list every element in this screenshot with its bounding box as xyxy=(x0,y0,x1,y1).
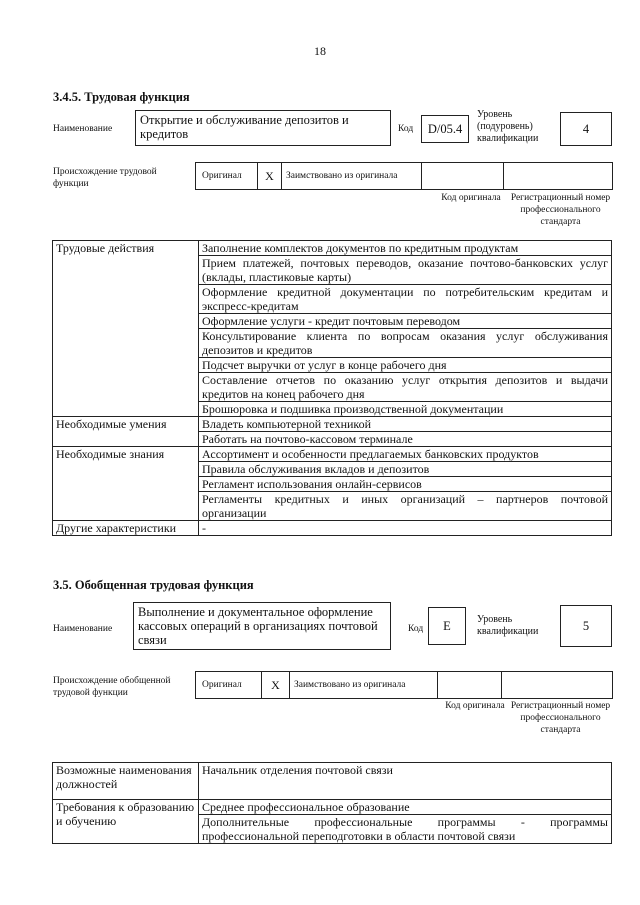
row-item: Составление отчетов по оказанию услуг открытия депозитов и выдачи кредитов на конец рабочего дня xyxy=(199,373,612,402)
generalized-function-table xyxy=(52,762,612,844)
function-name: Выполнение и документальное оформление кассовых операций в организациях почтовой связи xyxy=(133,602,391,650)
table-row xyxy=(53,447,612,462)
reg-number-cell xyxy=(502,672,612,698)
original-label: Оригинал xyxy=(196,672,262,698)
code-value: E xyxy=(428,607,466,645)
name-label: Наименование xyxy=(53,624,113,634)
reg-number-cell xyxy=(504,163,612,189)
origin-label: Происхождение трудовой функции xyxy=(53,167,157,189)
borrowed-label: Заимствовано из оригинала xyxy=(290,672,438,698)
row-item: Брошюровка и подшивка производственной документации xyxy=(199,402,612,417)
row-item: Прием платежей, почтовых переводов, оказание почтово-банковских услуг (вклады, пластиковые карты) xyxy=(199,256,612,285)
row-heading: Другие характеристики xyxy=(53,521,199,536)
row-item: Ассортимент и особенности предлагаемых банковских продуктов xyxy=(199,447,612,462)
row-item: Оформление кредитной документации по потребительским кредитам и экспресс-кредитам xyxy=(199,285,612,314)
row-item: Правила обслуживания вкладов и депозитов xyxy=(199,462,612,477)
table-row xyxy=(53,521,612,536)
row-item: Регламенты кредитных и иных организаций – партнеров почтовой организации xyxy=(199,492,612,521)
row-heading: Необходимые знания xyxy=(53,447,199,521)
level-value: 5 xyxy=(560,605,612,647)
page-number: 18 xyxy=(314,44,326,58)
original-mark: X xyxy=(258,163,282,189)
row-item: Консультирование клиента по вопросам оказания услуг обслуживания депозитов и кредитов xyxy=(199,329,612,358)
section-heading: 3.5. Обобщенная трудовая функция xyxy=(53,578,254,592)
origin-table xyxy=(195,671,613,699)
row-heading: Возможные наименования должностей xyxy=(53,763,199,800)
table-row xyxy=(53,800,612,815)
code-original-cell xyxy=(438,672,502,698)
level-label: Уровень квалификации xyxy=(477,614,539,637)
row-item: Регламент использования онлайн-сервисов xyxy=(199,477,612,492)
borrowed-label: Заимствовано из оригинала xyxy=(282,163,422,189)
row-item: Владеть компьютерной техникой xyxy=(199,417,612,432)
row-heading: Необходимые умения xyxy=(53,417,199,447)
row-item: - xyxy=(199,521,612,536)
name-label: Наименование xyxy=(53,124,113,134)
row-item: Заполнение комплектов документов по кредитным продуктам xyxy=(199,241,612,256)
section-heading: 3.4.5. Трудовая функция xyxy=(53,90,190,104)
code-value: D/05.4 xyxy=(421,115,469,143)
row-item: Начальник отделения почтовой связи xyxy=(199,763,612,800)
table-row xyxy=(53,241,612,256)
row-item: Оформление услуги - кредит почтовым переводом xyxy=(199,314,612,329)
reg-number-caption: Регистрационный номер профессионального стандарта xyxy=(510,193,611,227)
original-mark: X xyxy=(262,672,290,698)
code-original-caption: Код оригинала xyxy=(445,701,505,711)
code-original-caption: Код оригинала xyxy=(441,193,501,203)
row-item: Дополнительные профессиональные программы - программы профессиональной переподготовки в области почтовой связи xyxy=(199,815,612,844)
row-item: Среднее профессиональное образование xyxy=(199,800,612,815)
code-label: Код xyxy=(398,124,414,134)
origin-label: Происхождение обобщенной трудовой функции xyxy=(53,676,171,698)
function-name: Открытие и обслуживание депозитов и кредитов xyxy=(135,110,391,146)
code-original-cell xyxy=(422,163,504,189)
table-row xyxy=(53,763,612,800)
level-value: 4 xyxy=(560,112,612,146)
code-label: Код xyxy=(408,624,424,634)
original-label: Оригинал xyxy=(196,163,258,189)
origin-table xyxy=(195,162,613,190)
level-label: Уровень (подуровень) квалификации xyxy=(477,109,539,144)
row-item: Подсчет выручки от услуг в конце рабочего дня xyxy=(199,358,612,373)
row-item: Работать на почтово-кассовом терминале xyxy=(199,432,612,447)
table-row xyxy=(53,417,612,432)
row-heading: Требования к образованию и обучению xyxy=(53,800,199,844)
reg-number-caption: Регистрационный номер профессионального стандарта xyxy=(510,701,611,735)
labor-function-table xyxy=(52,240,612,536)
row-heading: Трудовые действия xyxy=(53,241,199,417)
